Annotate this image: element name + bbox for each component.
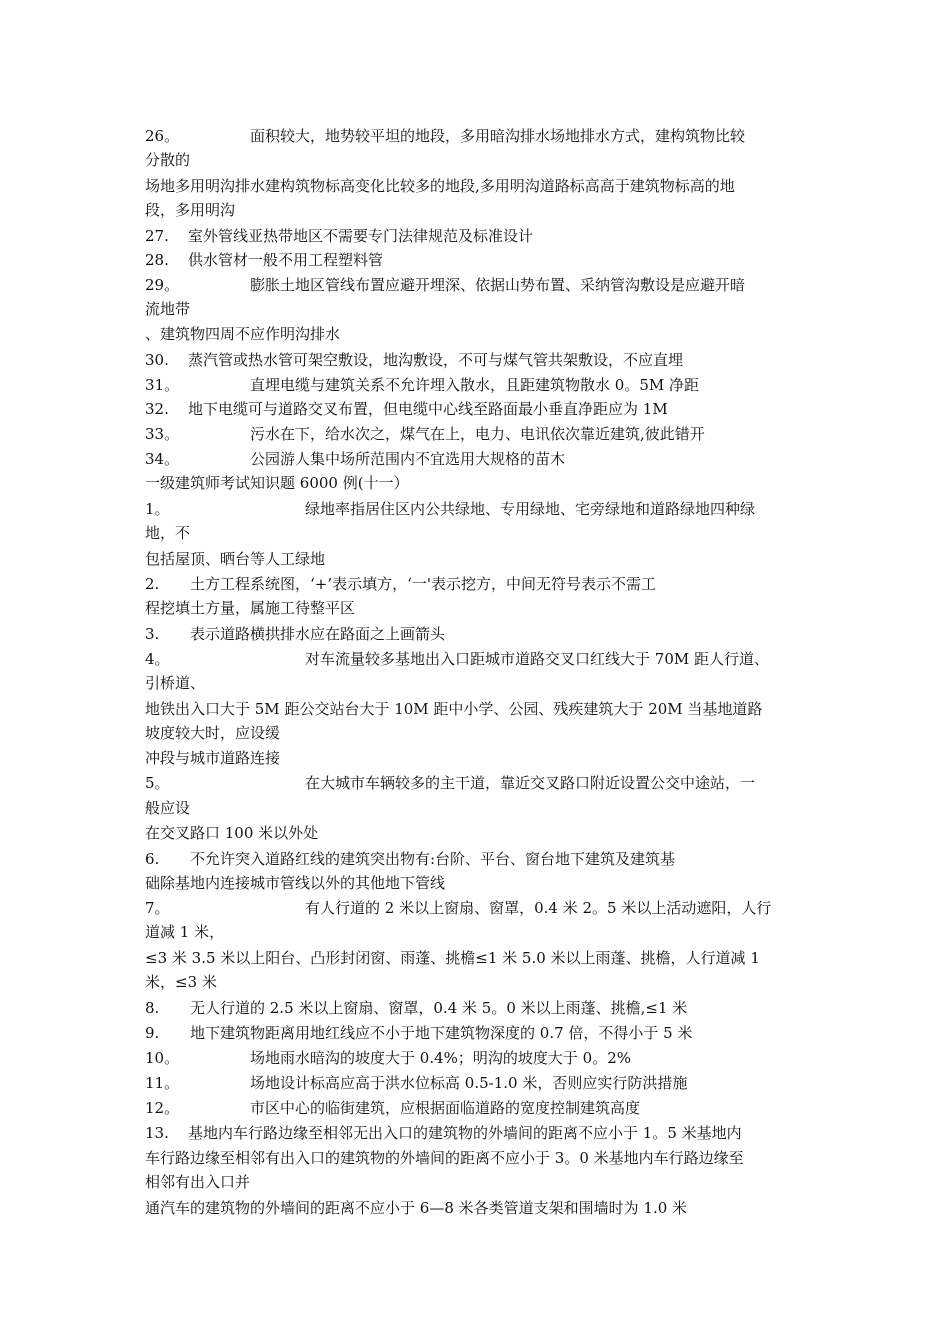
continuation-text: 分散的	[145, 151, 191, 169]
item-number: 7。	[145, 899, 170, 917]
item-text: 对车流量较多基地出入口距城市道路交叉口红线大于 70M 距人行道、	[305, 650, 769, 668]
item-text: 基地内车行路边缘至相邻无出入口的建筑物的外墙间的距离不应小于 1。5 米基地内	[188, 1124, 742, 1142]
document-line	[145, 325, 340, 343]
item-number: 4。	[145, 650, 170, 668]
item-number: 12。	[145, 1099, 180, 1117]
continuation-text: 础除基地内连接城市管线以外的其他地下管线	[145, 874, 446, 892]
item-number: 30.	[145, 351, 169, 369]
continuation-text: 场地多用明沟排水建构筑物标高变化比较多的地段,多用明沟道路标高高于建筑物标高的地	[145, 177, 735, 195]
document-line	[145, 1199, 687, 1217]
continuation-text: 通汽车的建筑物的外墙间的距离不应小于 6—8 米各类管道支架和围墙时为 1.0 米	[145, 1199, 688, 1217]
document-line	[145, 151, 190, 169]
continuation-text: 米，≤3 米	[145, 973, 217, 991]
item-text: 土方工程系统图，‘+’表示填方，‘一'表示挖方，中间无符号表示不需工	[190, 575, 656, 593]
continuation-text: ≤3 米 3.5 米以上阳台、凸形封闭窗、雨蓬、挑檐≤1 米 5.0 米以上雨蓬、挑檐，人行道减 1	[145, 949, 760, 967]
continuation-text: 地铁出入口大于 5M 距公交站台大于 10M 距中小学、公园、残疾建筑大于 20M 当基地道路	[145, 700, 763, 718]
document-line	[145, 550, 325, 568]
continuation-text: 在交叉路口 100 米以外处	[145, 824, 319, 842]
continuation-text: 、建筑物四周不应作明沟排水	[145, 325, 341, 343]
item-number: 11。	[145, 1074, 180, 1092]
item-number: 3.	[145, 625, 160, 643]
item-text: 公园游人集中场所范围内不宜选用大规格的苗木	[250, 450, 566, 468]
item-text: 场地设计标高应高于洪水位标高 0.5-1.0 米，否则应实行防洪措施	[250, 1074, 688, 1092]
item-text: 面积较大，地势较平坦的地段，多用暗沟排水场地排水方式，建构筑物比较	[250, 127, 746, 145]
document-line	[145, 1149, 744, 1167]
document-line	[145, 300, 190, 318]
document-line	[145, 799, 190, 817]
document-line	[145, 724, 280, 742]
document-line	[145, 824, 318, 842]
item-number: 1。	[145, 500, 170, 518]
document-line	[145, 923, 224, 941]
item-number: 29。	[145, 276, 180, 294]
item-number: 13.	[145, 1124, 169, 1142]
continuation-text: 流地带	[145, 300, 191, 318]
document-line	[145, 524, 190, 542]
continuation-text: 冲段与城市道路连接	[145, 749, 281, 767]
document-line	[145, 474, 409, 492]
document-line	[145, 874, 445, 892]
item-number: 26。	[145, 127, 180, 145]
document-line	[145, 1173, 250, 1191]
continuation-text: 道减 1 米，	[145, 923, 225, 941]
item-text: 表示道路横拱排水应在路面之上画箭头	[190, 625, 446, 643]
continuation-text: 段，多用明沟	[145, 201, 236, 219]
continuation-text: 车行路边缘至相邻有出入口的建筑物的外墙间的距离不应小于 3。0 米基地内车行路边缘至	[145, 1149, 744, 1167]
item-number: 10。	[145, 1049, 180, 1067]
item-text: 在大城市车辆较多的主干道，靠近交叉路口附近设置公交中途站，一	[305, 774, 756, 792]
item-number: 2.	[145, 575, 160, 593]
continuation-text: 相邻有出入口并	[145, 1173, 251, 1191]
document-line	[145, 749, 280, 767]
continuation-text: 一级建筑师考试知识题 6000 例(十一）	[145, 474, 409, 492]
item-number: 28.	[145, 251, 169, 269]
document-line	[145, 700, 762, 718]
item-text: 污水在下，给水次之，煤气在上，电力、电讯依次靠近建筑,彼此错开	[250, 425, 705, 443]
item-text: 地下电缆可与道路交叉布置，但电缆中心线至路面最小垂直净距应为 1M	[188, 400, 668, 418]
item-number: 33。	[145, 425, 180, 443]
item-text: 无人行道的 2.5 米以上窗扇、窗罩，0.4 米 5。0 米以上雨蓬、挑檐,≤1 米	[190, 999, 688, 1017]
item-text: 绿地率指居住区内公共绿地、专用绿地、宅旁绿地和道路绿地四种绿	[305, 500, 756, 518]
continuation-text: 地，不	[145, 524, 191, 542]
item-number: 34。	[145, 450, 180, 468]
item-text: 供水管材一般不用工程塑料管	[188, 251, 384, 269]
item-number: 6.	[145, 850, 160, 868]
item-number: 9.	[145, 1024, 160, 1042]
document-line	[145, 599, 355, 617]
item-text: 蒸汽管或热水管可架空敷设，地沟敷设，不可与煤气管共架敷设，不应直埋	[188, 351, 684, 369]
document-line	[145, 973, 217, 991]
document-line	[145, 674, 205, 692]
continuation-text: 程挖填土方量，属施工待整平区	[145, 599, 356, 617]
continuation-text: 坡度较大时，应设缓	[145, 724, 281, 742]
item-text: 直埋电缆与建筑关系不允许埋入散水，且距建筑物散水 0。5M 净距	[250, 376, 699, 394]
document-line	[145, 177, 735, 195]
document-line	[145, 949, 760, 967]
item-text: 室外管线亚热带地区不需要专门法律规范及标准设计	[188, 227, 534, 245]
item-number: 32.	[145, 400, 169, 418]
item-number: 5。	[145, 774, 170, 792]
item-text: 市区中心的临街建筑，应根据面临道路的宽度控制建筑高度	[250, 1099, 641, 1117]
item-number: 8.	[145, 999, 160, 1017]
continuation-text: 引桥道、	[145, 674, 206, 692]
item-number: 31。	[145, 376, 180, 394]
continuation-text: 般应设	[145, 799, 191, 817]
document-line	[145, 201, 235, 219]
continuation-text: 包括屋顶、晒台等人工绿地	[145, 550, 326, 568]
item-text: 场地雨水暗沟的坡度大于 0.4%；明沟的坡度大于 0。2%	[250, 1049, 631, 1067]
item-text: 地下建筑物距离用地红线应不小于地下建筑物深度的 0.7 倍，不得小于 5 米	[190, 1024, 693, 1042]
item-text: 不允许突入道路红线的建筑突出物有:台阶、平台、窗台地下建筑及建筑基	[190, 850, 676, 868]
item-number: 27.	[145, 227, 169, 245]
item-text: 有人行道的 2 米以上窗扇、窗罩，0.4 米 2。5 米以上活动遮阳，人行	[305, 899, 772, 917]
item-text: 膨胀土地区管线布置应避开埋深、依据山势布置、采纳管沟敷设是应避开暗	[250, 276, 746, 294]
